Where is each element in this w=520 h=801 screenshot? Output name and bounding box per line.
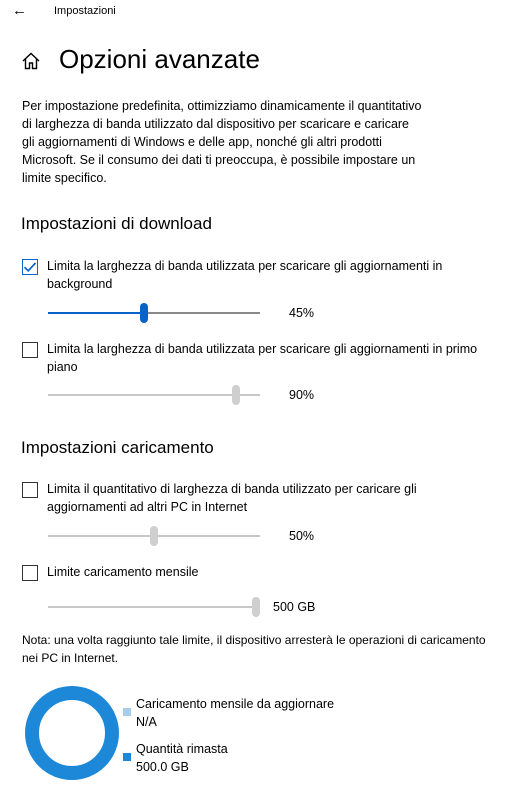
slider-track (48, 606, 260, 608)
download-settings-heading: Impostazioni di download (21, 214, 212, 233)
uploaded-legend-label: Caricamento mensile da aggiornare (136, 697, 335, 711)
upload-bandwidth-value: 50% (289, 529, 315, 543)
upload-usage-donut (24, 685, 120, 781)
upload-bandwidth-limit-label: Limita il quantitativo di larghezza di banda utilizzato per caricare gli aggiornamenti ad altri PC in Internet (47, 482, 417, 514)
slider-thumb[interactable] (140, 303, 148, 323)
upload-bandwidth-slider[interactable] (48, 526, 260, 546)
foreground-download-limit-checkbox[interactable] (22, 342, 38, 358)
background-download-limit-label: Limita la larghezza di banda utilizzata per scaricare gli aggiornamenti in background (47, 259, 443, 291)
foreground-download-slider[interactable] (48, 385, 260, 405)
remaining-legend-swatch (123, 753, 131, 761)
page-title: Opzioni avanzate (59, 44, 260, 74)
monthly-upload-value: 500 GB (273, 600, 316, 614)
remaining-legend-value: 500.0 GB (136, 760, 189, 774)
home-icon (20, 50, 42, 72)
upload-bandwidth-limit-checkbox[interactable] (22, 482, 38, 498)
uploaded-legend-swatch (123, 708, 131, 716)
title-bar (0, 0, 520, 24)
upload-settings-heading: Impostazioni caricamento (21, 438, 214, 457)
slider-thumb[interactable] (150, 526, 158, 546)
background-download-value: 45% (289, 306, 315, 320)
foreground-download-value: 90% (289, 388, 315, 402)
slider-track (48, 394, 260, 396)
remaining-legend-label: Quantità rimasta (136, 742, 228, 756)
foreground-download-limit-label: Limita la larghezza di banda utilizzata per scaricare gli aggiornamenti in primo piano (47, 342, 478, 374)
upload-limit-note: Nota: una volta raggiunto tale limite, il dispositivo arresterà le operazioni di caricamento nei PC in Internet. (22, 633, 486, 665)
slider-thumb[interactable] (252, 597, 260, 617)
slider-fill (48, 312, 144, 314)
background-download-slider[interactable] (48, 303, 260, 323)
back-arrow-icon[interactable]: ← (12, 2, 27, 19)
uploaded-legend-value: N/A (136, 715, 157, 729)
background-download-limit-checkbox[interactable] (22, 259, 38, 275)
checkmark-icon (23, 260, 37, 274)
intro-text: Per impostazione predefinita, ottimizziamo dinamicamente il quantitativo di larghezza di banda utilizzato dal dispositivo per scaricare e caricare gli aggiornamenti di Windows e delle app, nonché gli altri prodotti Microsoft. Se il consumo dei dati ti preoccupa, è possibile impostare un limite specifico. (22, 99, 422, 185)
slider-thumb[interactable] (232, 385, 240, 405)
monthly-upload-limit-checkbox[interactable] (22, 565, 38, 581)
app-title: Impostazioni (54, 5, 116, 17)
monthly-upload-limit-label: Limite caricamento mensile (47, 565, 199, 579)
donut-remaining-ring (32, 693, 112, 773)
monthly-upload-slider[interactable] (48, 597, 260, 617)
